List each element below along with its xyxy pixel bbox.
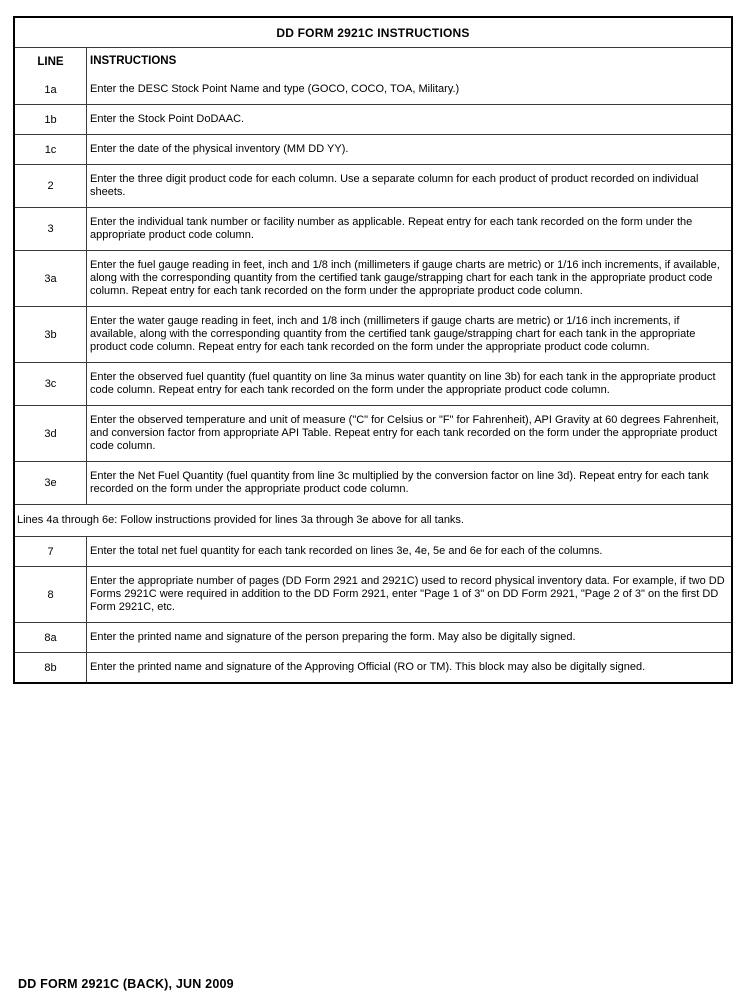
- table-row: [15, 652, 731, 682]
- instruction-text-cell: Enter the printed name and signature of the person preparing the form. May also be digitally signed.: [90, 631, 576, 643]
- line-number-cell: 8a: [15, 623, 87, 652]
- instruction-text-cell: Enter the three digit product code for each column. Use a separate column for each product of product recorded on individual sheets.: [90, 173, 699, 198]
- line-number-cell: 3e: [15, 462, 87, 504]
- instruction-text-cell: Enter the date of the physical inventory (MM DD YY).: [90, 143, 349, 155]
- instruction-text-cell: Enter the Stock Point DoDAAC.: [90, 113, 245, 125]
- table-row: [15, 536, 731, 566]
- line-number-cell: 8b: [15, 653, 87, 682]
- instruction-text-cell: Enter the appropriate number of pages (DD Form 2921 and 2921C) used to record physical inventory data. For example, if two DD Forms 2921C were required in addition to the DD Form 2921, enter "Page 1 of 3" on DD Form 2921, "Page 2 of 3" on the first DD Form 2921C, etc.: [90, 575, 725, 613]
- table-row: [15, 250, 731, 306]
- table-row: [15, 566, 731, 622]
- instruction-text-cell: Enter the Net Fuel Quantity (fuel quantity from line 3c multiplied by the conversion factor on line 3d). Repeat entry for each tank recorded on the form under the appropriate product code column.: [90, 470, 709, 495]
- line-number-cell: 3c: [15, 363, 87, 405]
- instructions-table: [13, 16, 733, 684]
- line-number-cell: 7: [15, 537, 87, 566]
- table-body: [15, 75, 731, 682]
- instruction-text-cell: Enter the printed name and signature of the Approving Official (RO or TM). This block may also be digitally signed.: [90, 661, 646, 673]
- line-number-cell: 1b: [15, 105, 87, 134]
- line-number-cell: 3a: [15, 251, 87, 306]
- table-row: [15, 362, 731, 405]
- table-header-row: [15, 47, 731, 75]
- instruction-text-cell: Enter the individual tank number or facility number as applicable. Repeat entry for each tank recorded on the form under the appropriate product code column.: [90, 216, 693, 241]
- instruction-text-cell: Enter the total net fuel quantity for each tank recorded on lines 3e, 4e, 5e and 6e for each of the columns.: [90, 545, 603, 557]
- table-row: [15, 306, 731, 362]
- table-row-note: Lines 4a through 6e: Follow instructions provided for lines 3a through 3e above for all tanks.: [15, 504, 731, 536]
- table-row: [15, 134, 731, 164]
- table-row: [15, 461, 731, 504]
- form-footer-label: DD FORM 2921C (BACK), JUN 2009: [18, 977, 234, 991]
- line-number-cell: 1a: [15, 75, 87, 104]
- line-number-cell: 3b: [15, 307, 87, 362]
- line-number-cell: 3: [15, 208, 87, 250]
- line-number-cell: 8: [15, 567, 87, 622]
- line-number-cell: 3d: [15, 406, 87, 461]
- column-header-instructions: INSTRUCTIONS: [90, 55, 177, 67]
- table-row: [15, 104, 731, 134]
- column-header-line: LINE: [15, 48, 87, 75]
- instruction-text-cell: Enter the observed fuel quantity (fuel quantity on line 3a minus water quantity on line 3b) for each tank in the appropriate product code column. Repeat entry for each tank recorded on the form under the appropriate product code column.: [90, 371, 716, 396]
- table-row: [15, 207, 731, 250]
- table-row: [15, 75, 731, 104]
- instruction-text-cell: Enter the fuel gauge reading in feet, inch and 1/8 inch (millimeters if gauge charts are metric) or 1/16 inch increments, if available, along with the corresponding quantity from the certified tank gauge/strapping chart for each tank in the appropriate product code column. Repeat entry for each tank recorded on the form under the appropriate product code column.: [90, 259, 720, 297]
- instruction-text-cell: Enter the DESC Stock Point Name and type (GOCO, COCO, TOA, Military.): [90, 83, 460, 95]
- page-title: DD FORM 2921C INSTRUCTIONS: [276, 25, 470, 40]
- line-number-cell: 1c: [15, 135, 87, 164]
- table-row: [15, 164, 731, 207]
- instruction-text-cell: Enter the observed temperature and unit of measure ("C" for Celsius or "F" for Fahrenheit), API Gravity at 60 degrees Fahrenheit, and conversion factor from appropriate API Table. Repeat entry for each tank recorded on the form under the appropriate product code column.: [90, 414, 719, 452]
- instruction-text-cell: Enter the water gauge reading in feet, inch and 1/8 inch (millimeters if gauge charts are metric) or 1/16 inch increments, if available, along with the corresponding quantity from the certified tank gauge/strapping chart for each tank in the appropriate product code column. Repeat entry for each tank recorded on the form under the appropriate product code column.: [90, 315, 696, 353]
- table-title-row: [15, 18, 731, 47]
- line-number-cell: 2: [15, 165, 87, 207]
- table-row: [15, 405, 731, 461]
- table-row: [15, 622, 731, 652]
